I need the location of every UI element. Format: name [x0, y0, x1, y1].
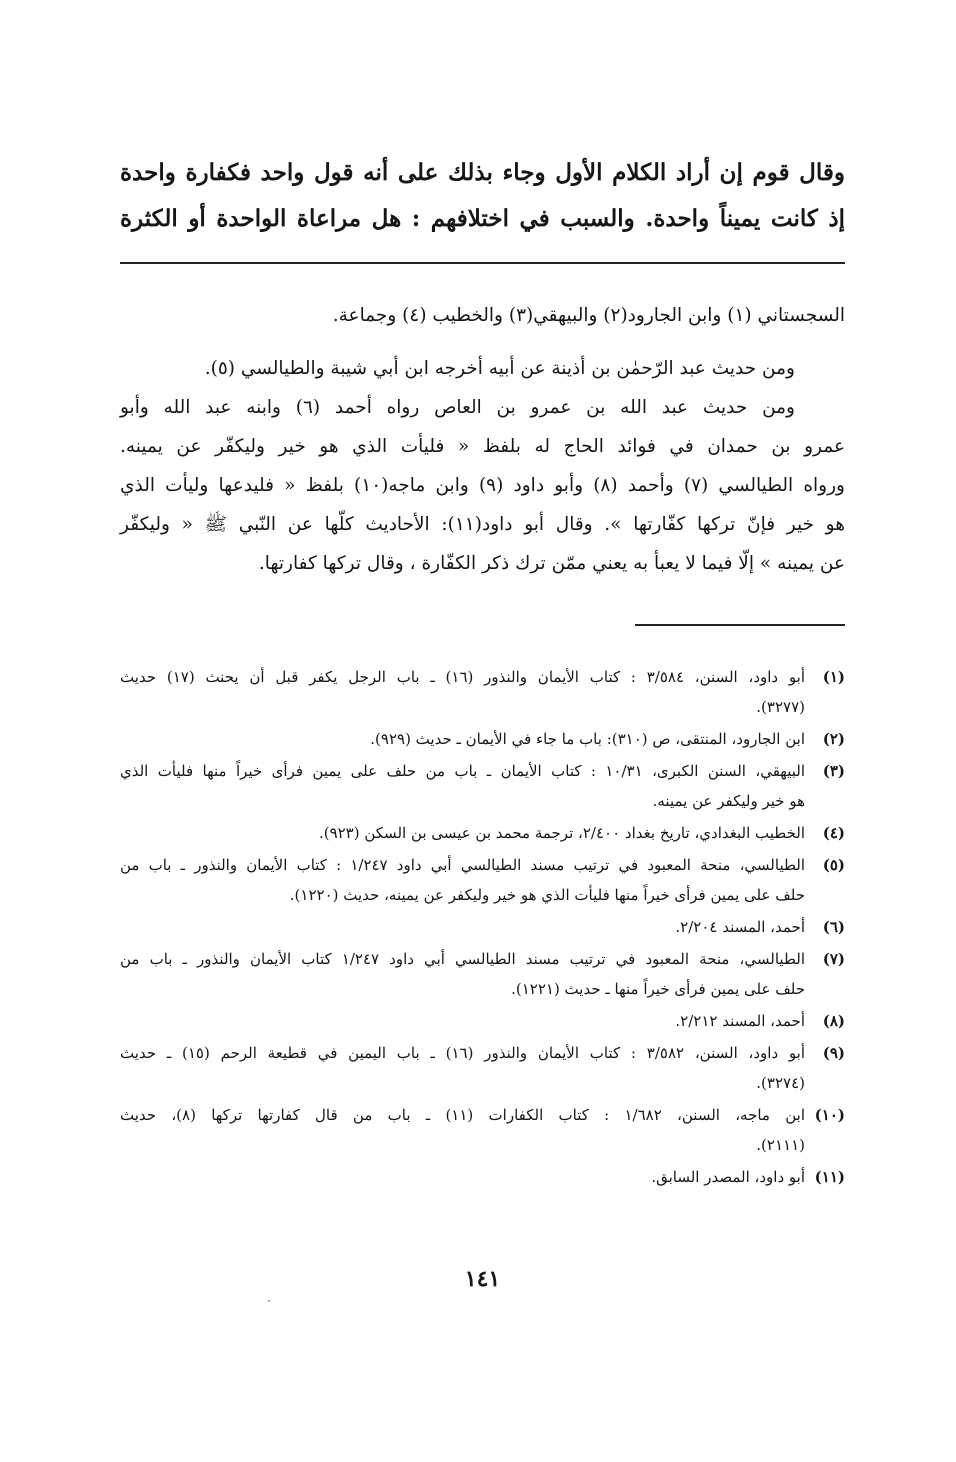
footnote-number: (١٠) [814, 1106, 845, 1124]
footnote-5 [120, 850, 845, 910]
footnote-number: (٧) [822, 950, 845, 968]
footnote-text: أبو داود، السنن، ٣/٥٨٤ : كتاب الأيمان والنذور (١٦) ـ باب الرجل يكفر قبل أن يحنث (١٧) حديث [120, 668, 805, 686]
footnote-text: (٣٢٧٧). [756, 698, 805, 716]
footnote-number: (٨) [822, 1012, 845, 1030]
quote-line: السجستاني (١) وابن الجارود(٢) والبيهقي(٣) والخطيب (٤) وجماعة. [332, 305, 845, 326]
footnote-text: أبو داود، السنن، ٣/٥٨٢ : كتاب الأيمان والنذور (١٦) ـ باب اليمين في قطيعة الرحم (١٥) ـ حديث [120, 1044, 805, 1062]
footnote-number: (٩) [822, 1044, 845, 1062]
footnote-text: (٣٢٧٤). [756, 1074, 805, 1092]
footnote-8 [120, 1006, 845, 1036]
footnote-6 [120, 912, 845, 942]
footnote-number: (١) [822, 668, 845, 686]
continued-text-block [120, 296, 845, 583]
main-text [120, 150, 845, 242]
footnote-number: (٤) [822, 824, 845, 842]
footnote-text: ابن ماجه، السنن، ١/٦٨٢ : كتاب الكفارات (١١) ـ باب من قال كفارتها تركها (٨)، حديث [120, 1106, 805, 1124]
footnote-text: الطيالسي، منحة المعبود في ترتيب مسند الطيالسي أبي داود ١/٢٤٧ : كتاب الأيمان والنذور ـ باب من [120, 856, 806, 874]
footnote-text: حلف على يمين فرأى خيراً منها ـ حديث (١٢٢١). [511, 980, 805, 998]
footnotes [120, 662, 845, 1194]
footnote-1 [120, 662, 845, 722]
footnote-number: (٢) [822, 730, 845, 748]
quote-line: ومن حديث عبد الرّحمٰن بن أذينة عن أبيه أخرجه ابن أبي شيبة والطيالسي (٥). [204, 358, 795, 379]
quote-line: عن يمينه » إلّا فيما لا يعبأ به يعني ممّن ترك ذكر الكفّارة ، وقال تركها كفارتها. [258, 553, 845, 574]
footnote-9 [120, 1038, 845, 1098]
footnote-text: الطيالسي، منحة المعبود في ترتيب مسند الطيالسي أبي داود ١/٢٤٧ كتاب الأيمان والنذور ـ باب من [120, 950, 805, 968]
footnote-4 [120, 818, 845, 848]
quote-line: ورواه الطيالسي (٧) وأحمد (٨) وأبو داود (٩) وابن ماجه(١٠) بلفظ « فليدعها وليأت الذي [120, 475, 845, 496]
footnote-text: ابن الجارود، المنتقى، ص (٣١٠): باب ما جاء في الأيمان ـ حديث (٩٢٩). [370, 730, 805, 748]
footnote-11 [120, 1162, 845, 1192]
quote-line: ومن حديث عبد الله بن عمرو بن العاص رواه أحمد (٦) وابنه عبد الله وأبو [120, 397, 795, 418]
footnote-number: (٣) [822, 762, 845, 780]
footnote-text: (٢١١١). [756, 1136, 805, 1154]
footnote-text: أبو داود، المصدر السابق. [651, 1168, 805, 1186]
quote-line: عمرو بن حمدان في فوائد الحاج له بلفظ « فليأت الذي هو خير وليكفّر عن يمينه. [120, 436, 845, 457]
footnote-text: البيهقي، السنن الكبرى، ١٠/٣١ : كتاب الأيمان ـ باب من حلف على يمين فرأى خيراً منها فليأت الذي [120, 762, 805, 780]
main-text-line: وقال قوم إن أراد الكلام الأول وجاء بذلك على أنه قول واحد فكفارة واحدة [120, 159, 845, 186]
footnote-number: (٦) [822, 918, 845, 936]
footnote-number: (١١) [814, 1168, 845, 1186]
footnote-text: أحمد، المسند ٢/٢١٢. [675, 1012, 805, 1030]
footnote-number: (٥) [822, 856, 845, 874]
main-text-line: إذ كانت يميناً واحدة. والسبب في اختلافهم : هل مراعاة الواحدة أو الكثرة [120, 205, 845, 232]
footnote-7 [120, 944, 845, 1004]
footnotes-divider [635, 624, 845, 626]
footnote-text: أحمد، المسند ٢/٢٠٤. [675, 918, 805, 936]
footnote-text: هو خير وليكفر عن يمينه. [652, 792, 805, 810]
footnote-3 [120, 756, 845, 816]
page-number: ١٤١ [464, 1266, 501, 1292]
scan-speck [268, 1300, 270, 1302]
footnote-text: الخطيب البغدادي، تاريخ بغداد ٢/٤٠٠، ترجمة محمد بن عيسى بن السكن (٩٢٣). [318, 824, 805, 842]
footnote-2 [120, 724, 845, 754]
footnote-text: حلف على يمين فرأى خيراً منها فليأت الذي هو خير وليكفر عن يمينه، حديث (١٢٢٠). [289, 886, 805, 904]
main-text-divider [120, 262, 845, 264]
footnote-10 [120, 1100, 845, 1160]
book-page [120, 0, 845, 1462]
quote-line: هو خير فإنّ تركها كفّارتها ». وقال أبو داود(١١): الأحاديث كلّها عن النّبي ﷺ « وليكفّر [120, 514, 845, 535]
